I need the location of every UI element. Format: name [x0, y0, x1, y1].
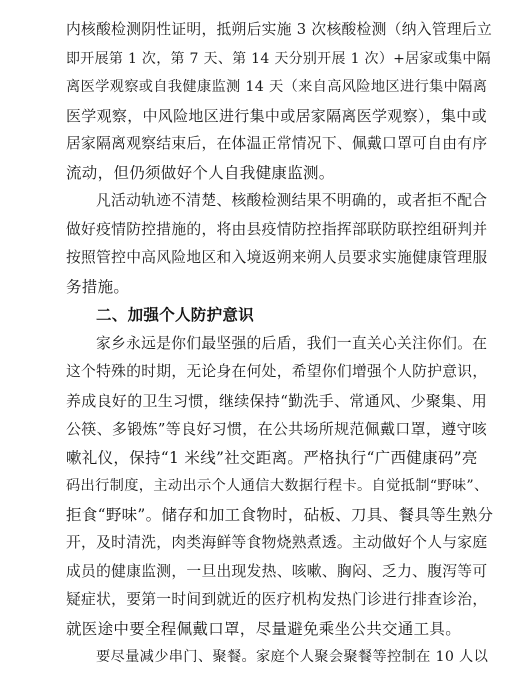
text-line: 务措施。: [66, 277, 130, 296]
text-line: 这个特殊的时期，无论身在何处，希望你们增强个人防护意识，: [66, 363, 488, 380]
text-line: 公筷、多锻炼”等良好习惯，在公共场所规范佩戴口罩，遵守咳: [66, 420, 488, 438]
text-line: 内核酸检测阴性证明，抵朔后实施 3 次核酸检测（纳入管理后立: [66, 21, 493, 38]
paragraph-first-line: 要尽量减少串门、聚餐。家庭个人聚会聚餐等控制在 10 人以: [96, 649, 489, 665]
text-line: 居家隔离观察结束后，在体温正常情况下、佩戴口罩可自由有序: [66, 135, 488, 152]
text-line: 养成良好的卫生习惯，继续保持“勤洗手、常通风、少聚集、用: [66, 391, 488, 410]
text-line: 就医途中要全程佩戴口罩，尽量避免乘坐公共交通工具。: [66, 619, 462, 638]
paragraph-first-line: 家乡永远是你们最坚强的后盾，我们一直关心关注你们。在: [96, 334, 488, 352]
section-heading: 二、加强个人防护意识: [96, 306, 255, 324]
text-line: 医学观察，中风险地区进行集中或居家隔离医学观察），集中或: [66, 106, 487, 125]
text-line: 开，及时清洗，肉类海鲜等食物烧熟煮透。主动做好个人与家庭: [66, 534, 488, 551]
text-line: 离医学观察或自我健康监测 14 天（来自高风险地区进行集中隔离: [66, 79, 488, 95]
text-line: 做好疫情防控措施的，将由县疫情防控指挥部联防联控组研判并: [66, 220, 488, 238]
paragraph-first-line: 凡活动轨迹不清楚、核酸检测结果不明确的，或者拒不配合: [96, 192, 488, 209]
text-line: 嗽礼仪，保持“1 米线”社交距离。严格执行“广西健康码”亮: [66, 448, 478, 467]
text-line: 疑症状，要第一时间到就近的医疗机构发热门诊进行排查诊治，: [66, 591, 488, 608]
text-line: 流动，但仍须做好个人自我健康监测。: [66, 163, 335, 182]
text-line: 拒食“野味”。储存和加工食物时，砧板、刀具、餐具等生熟分: [66, 505, 494, 524]
text-line: 即开展第 1 次，第 7 天、第 14 天分别开展 1 次）+居家或集中隔: [66, 50, 491, 67]
text-line: 按照管控中高风险地区和入境返朔来朔人员要求实施健康管理服: [66, 249, 488, 266]
text-line: 成员的健康监测，一旦出现发热、咳嗽、胸闷、乏力、腹泻等可: [66, 562, 488, 580]
text-line: 码出行制度，主动出示个人通信大数据行程卡。自觉抵制“野味”、: [66, 478, 489, 494]
